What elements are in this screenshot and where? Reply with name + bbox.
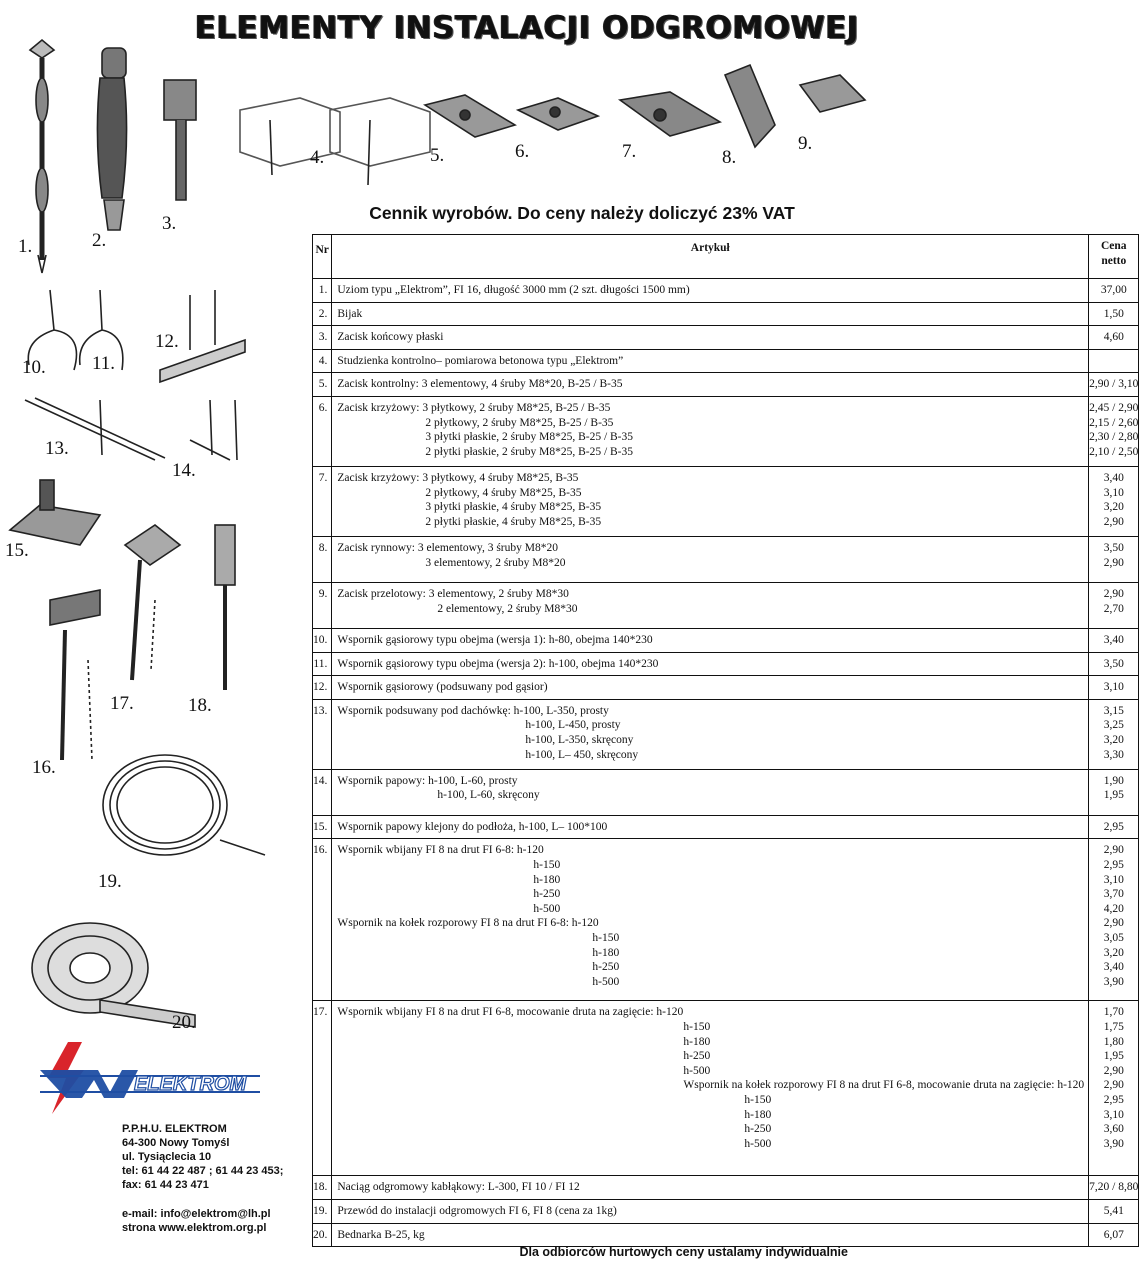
- row-price: [1089, 582, 1139, 628]
- article-line: h-180: [592, 946, 620, 959]
- illustration-4-inspection-pit: [240, 98, 430, 185]
- article-line: Uziom typu „Elektrom”, FI 16, długość 3000 mm (2 szt. długości 1500 mm): [337, 284, 690, 296]
- price-value: 2,45 / 2,90: [1089, 401, 1139, 414]
- row-number: 4.: [313, 349, 332, 373]
- row-article: [332, 536, 1089, 582]
- article-line: h-500: [533, 902, 561, 915]
- article-line: h-500: [744, 1137, 772, 1150]
- article-line: Wspornik na kołek rozporowy FI 8 na drut FI 6-8, mocowanie druta na zagięcie: h-120: [683, 1079, 1085, 1092]
- price-value: 1,80: [1103, 1035, 1124, 1048]
- table-row: [313, 349, 1139, 373]
- fig-label-13: 13.: [45, 438, 69, 459]
- price-value: 2,90: [1103, 1064, 1124, 1077]
- article-line: Wspornik papowy: h-100, L-60, prosty: [337, 774, 518, 787]
- price-value: 3,05: [1103, 931, 1124, 944]
- illustration-3-end-clamp: [164, 80, 196, 200]
- price-value: 2,90: [1103, 917, 1124, 930]
- fig-label-18: 18.: [188, 695, 212, 716]
- row-number: 11.: [313, 652, 332, 676]
- table-row: [313, 302, 1139, 326]
- row-article: [332, 396, 1089, 466]
- illustration-20-flat-bar-coil: [32, 923, 195, 1027]
- article-line: Wspornik gąsiorowy typu obejma (wersja 1): h-80, obejma 140*230: [337, 633, 653, 646]
- header-price: Cena netto: [1089, 235, 1139, 279]
- table-row: [313, 396, 1139, 466]
- fig-label-12: 12.: [155, 331, 179, 352]
- row-article: [332, 839, 1089, 1001]
- price-value: 4,60: [1103, 331, 1124, 344]
- article-line: h-500: [683, 1064, 711, 1077]
- row-number: 18.: [313, 1176, 332, 1200]
- row-article: [332, 628, 1089, 652]
- company-fax: fax: 61 44 23 471: [122, 1179, 209, 1191]
- row-number: 8.: [313, 536, 332, 582]
- table-row: [313, 326, 1139, 350]
- price-value: 3,20: [1103, 733, 1124, 746]
- company-name: P.P.H.U. ELEKTROM: [122, 1123, 227, 1135]
- price-value: 3,10: [1103, 681, 1124, 694]
- price-value: 3,40: [1103, 961, 1124, 974]
- wholesale-note: Dla odbiorców hurtowych ceny ustalamy indywidualnie: [519, 1245, 848, 1259]
- article-line: Zacisk przelotowy: 3 elementowy, 2 śruby M8*30: [337, 587, 569, 600]
- page-title: ELEMENTY INSTALACJI ODGROMOWEJ: [195, 10, 860, 46]
- table-row: [313, 1199, 1139, 1223]
- row-article: [332, 1176, 1089, 1200]
- article-line: h-250: [683, 1050, 711, 1063]
- row-price: [1089, 815, 1139, 839]
- article-line: 3 elementowy, 2 śruby M8*20: [425, 556, 566, 569]
- article-line: h-250: [533, 888, 561, 901]
- price-value: 2,95: [1103, 858, 1124, 871]
- article-line: h-100, L-60, skręcony: [437, 789, 540, 802]
- table-row: [313, 676, 1139, 700]
- header-article: Artykuł: [332, 235, 1089, 279]
- row-article: [332, 676, 1089, 700]
- price-value: 2,90 / 3,10: [1089, 378, 1139, 391]
- row-price: [1089, 1199, 1139, 1223]
- price-value: 3,10: [1103, 486, 1124, 499]
- table-row: [313, 279, 1139, 303]
- row-number: 15.: [313, 815, 332, 839]
- table-row: [313, 373, 1139, 397]
- price-list-subtitle: Cennik wyrobów. Do ceny należy doliczyć 23% VAT: [369, 203, 795, 223]
- article-line: 2 płytki płaskie, 4 śruby M8*25, B-35: [425, 515, 602, 528]
- article-line: h-150: [744, 1093, 772, 1106]
- article-line: h-100, L-350, skręcony: [525, 733, 634, 746]
- article-line: 2 elementowy, 2 śruby M8*30: [437, 602, 578, 615]
- price-table: [312, 234, 1139, 1247]
- article-line: h-180: [744, 1108, 772, 1121]
- row-article: [332, 1001, 1089, 1176]
- article-line: Wspornik na kołek rozporowy FI 8 na drut FI 6-8: h-120: [337, 917, 599, 930]
- fig-label-8: 8.: [722, 147, 737, 168]
- article-line: Zacisk krzyżowy: 3 płytkowy, 2 śruby M8*25, B-25 / B-35: [337, 401, 611, 414]
- price-value: 2,90: [1103, 587, 1124, 600]
- row-article: [332, 699, 1089, 769]
- price-value: 3,40: [1103, 471, 1124, 484]
- article-line: Wspornik wbijany FI 8 na drut FI 6-8, mocowanie druta na zagięcie: h-120: [337, 1006, 684, 1019]
- price-value: 3,10: [1103, 1108, 1124, 1121]
- price-value: 3,20: [1103, 946, 1124, 959]
- row-price: [1089, 769, 1139, 815]
- row-article: [332, 302, 1089, 326]
- row-number: 17.: [313, 1001, 332, 1176]
- illustration-17-support: [125, 525, 180, 680]
- row-article: [332, 582, 1089, 628]
- row-price: [1089, 326, 1139, 350]
- row-number: 13.: [313, 699, 332, 769]
- row-article: [332, 279, 1089, 303]
- row-number: 14.: [313, 769, 332, 815]
- price-value: 2,95: [1103, 1093, 1124, 1106]
- fig-label-15: 15.: [5, 540, 29, 561]
- row-price: [1089, 839, 1139, 1001]
- price-value: 1,75: [1103, 1020, 1124, 1033]
- price-value: 1,70: [1103, 1006, 1124, 1019]
- price-value: 3,25: [1103, 719, 1124, 732]
- price-value: 5,41: [1103, 1204, 1124, 1217]
- table-row: [313, 699, 1139, 769]
- table-row: [313, 466, 1139, 536]
- table-row: [313, 1001, 1139, 1176]
- article-line: h-150: [592, 931, 620, 944]
- article-line: 2 płytkowy, 2 śruby M8*25, B-25 / B-35: [425, 416, 614, 429]
- row-price: [1089, 396, 1139, 466]
- article-line: 3 płytki płaskie, 2 śruby M8*25, B-25 / B-35: [425, 431, 634, 444]
- price-value: 3,90: [1103, 975, 1124, 988]
- row-article: [332, 349, 1089, 373]
- fig-label-17: 17.: [110, 693, 134, 714]
- article-line: Bijak: [337, 307, 363, 320]
- price-value: 1,50: [1103, 307, 1124, 320]
- price-value: 4,20: [1103, 902, 1124, 915]
- table-row: [313, 652, 1139, 676]
- article-line: Wspornik gąsiorowy (podsuwany pod gąsior): [337, 681, 548, 694]
- article-line: h-150: [683, 1020, 711, 1033]
- illustration-14-support: [190, 400, 237, 460]
- fig-label-5: 5.: [430, 145, 445, 166]
- article-line: h-100, L– 450, skręcony: [525, 748, 639, 761]
- table-row: [313, 769, 1139, 815]
- row-number: 5.: [313, 373, 332, 397]
- table-row: [313, 536, 1139, 582]
- row-price: [1089, 349, 1139, 373]
- company-email: e-mail: info@elektrom@lh.pl: [122, 1208, 271, 1220]
- row-price: [1089, 279, 1139, 303]
- row-number: 10.: [313, 628, 332, 652]
- article-line: h-250: [592, 961, 620, 974]
- price-value: 3,15: [1103, 704, 1124, 717]
- row-number: 1.: [313, 279, 332, 303]
- fig-label-1: 1.: [18, 236, 33, 257]
- price-value: 3,90: [1103, 1137, 1124, 1150]
- company-info: [122, 1122, 283, 1192]
- article-line: Bednarka B-25, kg: [337, 1228, 425, 1241]
- fig-label-9: 9.: [798, 133, 813, 154]
- illustration-2-driver: [97, 48, 126, 230]
- row-price: [1089, 652, 1139, 676]
- price-value: 7,20 / 8,80: [1089, 1181, 1139, 1194]
- article-line: Studzienka kontrolno– pomiarowa betonowa typu „Elektrom”: [337, 354, 624, 367]
- fig-label-4: 4.: [310, 147, 325, 168]
- illustration-19-wire-coil: [103, 755, 265, 855]
- row-price: [1089, 536, 1139, 582]
- row-number: 19.: [313, 1199, 332, 1223]
- article-line: Zacisk końcowy płaski: [337, 331, 444, 344]
- row-price: [1089, 466, 1139, 536]
- company-address1: 64-300 Nowy Tomyśl: [122, 1137, 230, 1149]
- row-number: 16.: [313, 839, 332, 1001]
- article-line: 2 płytki płaskie, 2 śruby M8*25, B-25 / B-35: [425, 445, 634, 458]
- price-value: 2,90: [1103, 1079, 1124, 1092]
- company-phone: tel: 61 44 22 487 ; 61 44 23 453;: [122, 1165, 284, 1177]
- header-nr: Nr: [313, 235, 332, 279]
- row-price: [1089, 1001, 1139, 1176]
- article-line: 2 płytkowy, 4 śruby M8*25, B-35: [425, 486, 582, 499]
- article-line: Naciąg odgromowy kabłąkowy: L-300, FI 10 / FI 12: [337, 1181, 580, 1194]
- price-value: 6,07: [1103, 1228, 1124, 1241]
- article-line: Wspornik wbijany FI 8 na drut FI 6-8: h-120: [337, 844, 544, 857]
- article-line: Zacisk kontrolny: 3 elementowy, 4 śruby M8*20, B-25 / B-35: [337, 378, 623, 391]
- article-line: Zacisk rynnowy: 3 elementowy, 3 śruby M8*20: [337, 541, 558, 554]
- table-row: [313, 1223, 1139, 1247]
- row-price: [1089, 302, 1139, 326]
- fig-label-20: 20.: [172, 1012, 196, 1033]
- price-table-header: [313, 235, 1139, 279]
- fig-label-16: 16.: [32, 757, 56, 778]
- price-value: 3,30: [1103, 748, 1124, 761]
- price-value: 2,90: [1103, 844, 1124, 857]
- illustration-18-guy-tensioner: [215, 525, 235, 690]
- price-value: 1,90: [1103, 774, 1124, 787]
- company-contact: [122, 1207, 271, 1235]
- fig-label-14: 14.: [172, 460, 196, 481]
- price-value: 1,95: [1103, 1050, 1124, 1063]
- row-number: 9.: [313, 582, 332, 628]
- illustration-5-clamp: [425, 95, 515, 137]
- article-line: h-500: [592, 975, 620, 988]
- illustration-7-clamp: [620, 92, 720, 136]
- row-number: 6.: [313, 396, 332, 466]
- table-row: [313, 582, 1139, 628]
- row-number: 12.: [313, 676, 332, 700]
- price-value: 2,70: [1103, 602, 1124, 615]
- price-value: 3,50: [1103, 541, 1124, 554]
- row-article: [332, 326, 1089, 350]
- price-value: 2,15 / 2,60: [1089, 416, 1139, 429]
- fig-label-7: 7.: [622, 141, 637, 162]
- row-price: [1089, 628, 1139, 652]
- article-line: h-180: [683, 1035, 711, 1048]
- fig-label-10: 10.: [22, 357, 46, 378]
- article-line: h-250: [744, 1123, 772, 1136]
- company-website: strona www.elektrom.org.pl: [122, 1222, 267, 1234]
- logo-text: ELEKTROM: [134, 1073, 247, 1095]
- table-row: [313, 839, 1139, 1001]
- row-article: [332, 1223, 1089, 1247]
- row-price: [1089, 699, 1139, 769]
- fig-label-11: 11.: [92, 353, 116, 374]
- article-line: h-100, L-450, prosty: [525, 719, 621, 732]
- article-line: Wspornik gąsiorowy typu obejma (wersja 2): h-100, obejma 140*230: [337, 657, 659, 670]
- elektrom-logo: [38, 1040, 263, 1120]
- row-number: 20.: [313, 1223, 332, 1247]
- price-value: 3,70: [1103, 888, 1124, 901]
- illustration-9-pass-clamp: [800, 75, 865, 112]
- illustration-6-clamp: [518, 98, 598, 130]
- row-price: [1089, 373, 1139, 397]
- row-number: 3.: [313, 326, 332, 350]
- fig-label-6: 6.: [515, 141, 530, 162]
- article-line: Zacisk krzyżowy: 3 płytkowy, 4 śruby M8*25, B-35: [337, 471, 579, 484]
- price-value: 3,50: [1103, 657, 1124, 670]
- row-number: 7.: [313, 466, 332, 536]
- table-row: [313, 815, 1139, 839]
- fig-label-19: 19.: [98, 871, 122, 892]
- price-value: 37,00: [1100, 284, 1127, 296]
- price-value: 3,60: [1103, 1123, 1124, 1136]
- fig-label-3: 3.: [162, 213, 177, 234]
- row-article: [332, 769, 1089, 815]
- fig-label-2: 2.: [92, 230, 107, 251]
- table-row: [313, 628, 1139, 652]
- price-value: 2,90: [1103, 515, 1124, 528]
- article-line: Przewód do instalacji odgromowych FI 6, FI 8 (cena za 1kg): [337, 1204, 617, 1217]
- row-article: [332, 466, 1089, 536]
- row-price: [1089, 676, 1139, 700]
- article-line: Wspornik podsuwany pod dachówkę: h-100, L-350, prosty: [337, 704, 609, 717]
- illustration-1-earth-rod: [30, 40, 54, 273]
- table-row: [313, 1176, 1139, 1200]
- illustration-8-gutter-clamp: [725, 65, 775, 147]
- price-value: 3,10: [1103, 873, 1124, 886]
- row-price: [1089, 1176, 1139, 1200]
- row-article: [332, 652, 1089, 676]
- price-value: 2,30 / 2,80: [1089, 431, 1139, 444]
- row-article: [332, 1199, 1089, 1223]
- price-value: 2,10 / 2,50: [1089, 445, 1139, 458]
- price-value: 3,20: [1103, 501, 1124, 514]
- illustration-15-roof-support: [10, 480, 100, 545]
- row-article: [332, 815, 1089, 839]
- article-line: h-150: [533, 858, 561, 871]
- price-value: 2,95: [1103, 820, 1124, 833]
- company-address2: ul. Tysiąclecia 10: [122, 1151, 212, 1163]
- price-value: 2,90: [1103, 556, 1124, 569]
- row-price: [1089, 1223, 1139, 1247]
- price-value: 1,95: [1103, 789, 1124, 802]
- price-value: 3,40: [1103, 633, 1124, 646]
- row-number: 2.: [313, 302, 332, 326]
- row-article: [332, 373, 1089, 397]
- article-line: Wspornik papowy klejony do podłoża, h-100, L– 100*100: [337, 820, 608, 833]
- illustration-16-support: [50, 590, 100, 760]
- article-line: 3 płytki płaskie, 4 śruby M8*25, B-35: [425, 501, 602, 514]
- article-line: h-180: [533, 873, 561, 886]
